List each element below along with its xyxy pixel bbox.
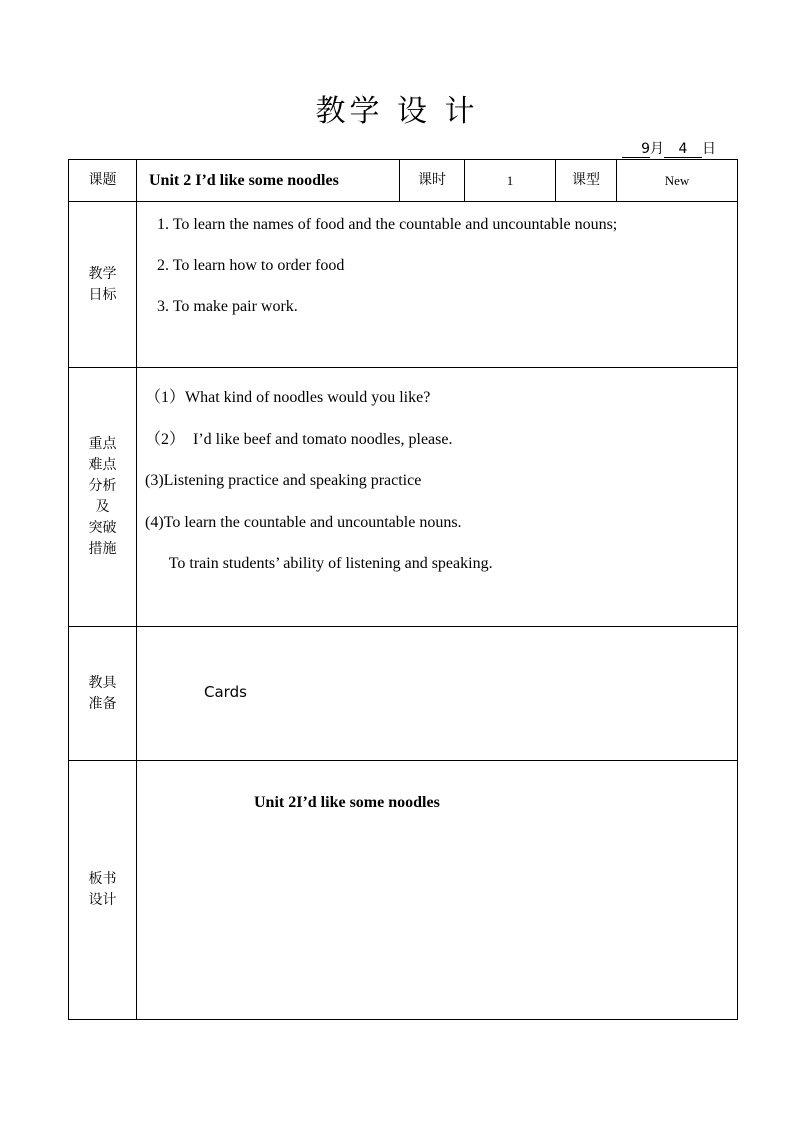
key-points-label-line: 重点 (88, 436, 117, 452)
key-points-label-line: 分析 (88, 478, 117, 494)
key-point-item: （1）What kind of noodles would you like? (145, 389, 431, 406)
key-point-item: (3)Listening practice and speaking practice (145, 472, 422, 489)
teaching-aids-text: Cards (204, 683, 247, 701)
date-day: 4 (664, 141, 702, 158)
objectives-label (69, 202, 137, 368)
type-value: New (617, 160, 738, 202)
board-design-row (69, 761, 738, 1020)
teaching-aids-label (69, 627, 137, 761)
key-points-label-line: 及 (95, 499, 110, 515)
date-month: 9 (622, 141, 650, 158)
objectives-label-line: 教学 (88, 265, 117, 282)
board-design-title: Unit 2I’d like some noodles (254, 794, 440, 811)
key-points-label-line: 突破 (88, 520, 117, 536)
header-row (69, 160, 738, 202)
board-design-content (137, 761, 738, 1020)
objective-item: 3. To make pair work. (157, 298, 298, 315)
key-point-item: （2） I’d like beef and tomato noodles, please. (145, 430, 453, 448)
teaching-aids-row (69, 627, 738, 761)
key-points-label-line: 措施 (88, 541, 117, 557)
objective-item: 2. To learn how to order food (157, 257, 345, 274)
board-design-label (69, 761, 137, 1020)
key-points-label-line: 难点 (88, 457, 117, 473)
objective-item: 1. To learn the names of food and the countable and uncountable nouns; (157, 216, 618, 233)
period-label: 课时 (400, 160, 465, 202)
board-design-label-line: 板书 (88, 871, 117, 887)
objectives-row (69, 202, 738, 368)
teaching-aids-content (137, 627, 738, 761)
key-point-item: (4)To learn the countable and uncountable nouns. (145, 513, 462, 531)
topic-label: 课题 (69, 160, 137, 202)
date-line (622, 138, 716, 158)
teaching-aids-label-line: 准备 (88, 695, 117, 712)
date-month-suffix: 月 (650, 141, 664, 157)
key-points-row (69, 368, 738, 627)
lesson-plan-table (68, 159, 738, 1020)
type-label: 课型 (556, 160, 617, 202)
topic-value: Unit 2 I’d like some noodles (137, 160, 400, 202)
objectives-label-line: 日标 (88, 286, 117, 303)
key-points-label (69, 368, 137, 627)
board-design-label-line: 设计 (88, 892, 117, 908)
objectives-content (137, 202, 738, 368)
key-point-item: To train students’ ability of listening and speaking. (145, 555, 493, 572)
key-points-content (137, 368, 738, 627)
period-value: 1 (465, 160, 556, 202)
page-title: 教学 设 计 (315, 94, 479, 129)
teaching-aids-label-line: 教具 (88, 674, 117, 691)
date-day-suffix: 日 (702, 141, 716, 157)
